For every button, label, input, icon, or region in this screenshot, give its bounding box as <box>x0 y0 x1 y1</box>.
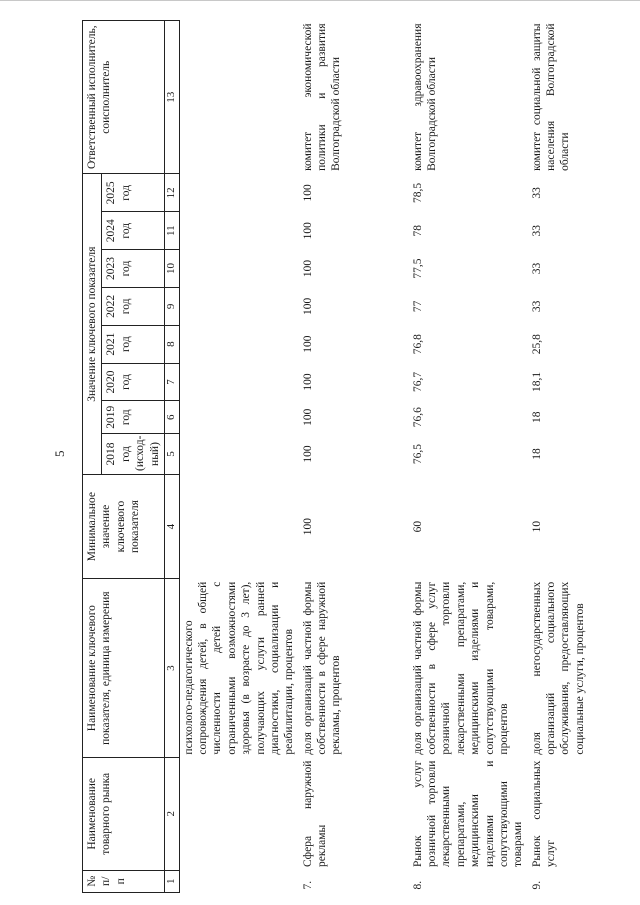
column-number: 4 <box>164 474 179 578</box>
column-number: 13 <box>164 21 179 174</box>
row-value: 76,6 <box>411 407 424 428</box>
row-value: 77 <box>411 300 424 313</box>
row-value: 33 <box>530 262 543 275</box>
header-responsible: Ответственный исполнитель, соисполнитель <box>83 21 165 174</box>
continuation-row <box>179 21 299 893</box>
header-num: № п/п <box>83 870 165 892</box>
row-value: 100 <box>301 222 314 240</box>
row-value: 78,5 <box>411 182 424 203</box>
column-number: 7 <box>164 363 179 401</box>
column-numbers-row <box>164 21 179 893</box>
column-number: 12 <box>164 174 179 212</box>
row-responsible: комитет здравоохранения Волгоградской области <box>411 23 438 171</box>
page-number: 5 <box>52 450 67 457</box>
row-value: 100 <box>301 408 314 426</box>
row-number: 7. <box>301 880 314 890</box>
table-row <box>299 21 409 893</box>
row-responsible: комитет экономической политики и развития Волгоградской области <box>301 23 343 171</box>
row-value: 18,1 <box>530 371 543 393</box>
row-min-value: 10 <box>530 520 543 533</box>
header-row-1 <box>83 21 102 893</box>
row-indicator: доля негосударственных организаций социального обслуживания, предоставляющих социальные услуги, процентов <box>530 581 586 755</box>
row-indicator: доля организаций частной формы собственности в сфере услуг розничной торговли лекарственными препаратами, медицинскими изделиями и сопутствующими товарами, процентов <box>411 581 510 755</box>
row-min-value: 100 <box>301 517 314 536</box>
row-market: Рынок социальных услуг <box>530 760 557 868</box>
header-year: 2023 год <box>102 250 165 288</box>
header-year: 2025 год <box>102 174 165 212</box>
row-value: 33 <box>530 224 543 237</box>
row-value: 33 <box>530 300 543 313</box>
row-value: 100 <box>301 259 314 278</box>
row-value: 76,7 <box>411 371 424 393</box>
column-number: 2 <box>164 758 179 870</box>
indicators-table <box>82 20 589 893</box>
row-min-value: 60 <box>411 520 424 533</box>
row-value: 25,8 <box>530 334 543 355</box>
row-value: 77,5 <box>411 258 424 279</box>
row-market: Рынок услуг розничной торговли лекарственными препаратами, медицинскими изделиями и сопутствующими товарами <box>411 760 525 868</box>
column-number: 10 <box>164 250 179 288</box>
row-number: 9. <box>530 880 543 890</box>
row-market: Сфера наружной рекламы <box>301 760 328 868</box>
row-value: 100 <box>301 373 314 391</box>
continuation-text: психолого-педагогического сопровождения детей, в общей численности детей с ограниченными возможностями здоровья (в возрасте до 3 лет), получающих услуги ранней диагностики, социализации и реабилитации, процентов <box>182 581 296 755</box>
header-year: 2022 год <box>102 287 165 325</box>
column-number: 1 <box>164 870 179 892</box>
row-value: 18 <box>530 411 543 423</box>
row-value: 100 <box>301 297 314 315</box>
row-value: 100 <box>301 335 314 353</box>
header-market: Наименование товарного рынка <box>83 758 165 870</box>
row-value: 76,8 <box>411 334 424 355</box>
row-indicator: доля организаций частной формы собственности в сфере наружной рекламы, процентов <box>301 581 343 755</box>
column-number: 8 <box>164 325 179 363</box>
header-min-value: Минимальное значение ключевого показателя <box>83 474 165 578</box>
row-responsible: комитет социальной защиты населения Волгоградской области <box>530 23 572 171</box>
header-year: 2024 год <box>102 212 165 250</box>
header-year: 2021 год <box>102 325 165 363</box>
row-number: 8. <box>411 880 424 890</box>
column-number: 6 <box>164 401 179 434</box>
row-value: 18 <box>530 448 543 460</box>
row-value: 78 <box>411 224 424 237</box>
header-year: 2019 год <box>102 401 165 434</box>
row-value: 33 <box>530 187 543 199</box>
row-value: 76,5 <box>411 443 424 465</box>
header-year: 2018 год (исход-ный) <box>102 434 165 475</box>
column-number: 9 <box>164 287 179 325</box>
column-number: 11 <box>164 212 179 250</box>
header-year: 2020 год <box>102 363 165 401</box>
column-number: 5 <box>164 434 179 475</box>
header-indicator: Наименование ключевого показателя, единица измерения <box>83 579 165 758</box>
header-value-group: Значение ключевого показателя <box>83 174 102 475</box>
column-number: 3 <box>164 579 179 758</box>
table-row <box>409 21 528 893</box>
row-value: 100 <box>301 184 314 202</box>
row-value: 100 <box>301 445 314 463</box>
table-row <box>528 21 590 893</box>
